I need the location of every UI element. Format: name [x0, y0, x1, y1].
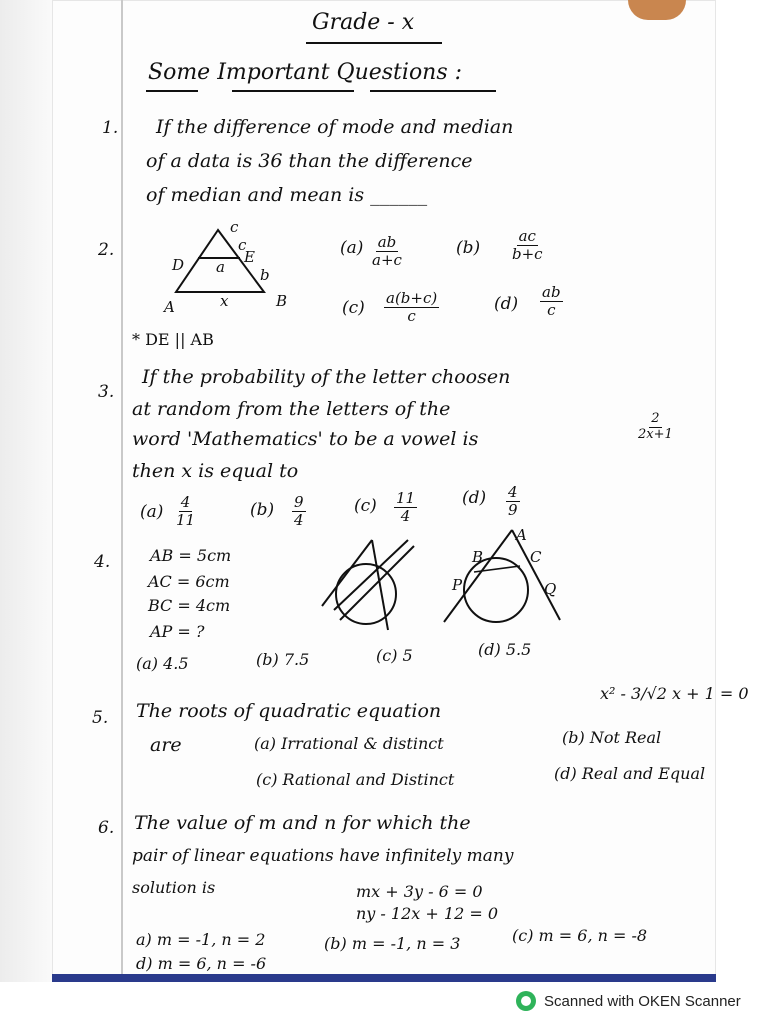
q3-option-d-key: (d)	[462, 488, 487, 508]
q4-number: 4.	[94, 552, 111, 572]
q4-label-C: C	[530, 548, 542, 566]
q2-option-b-fraction: $\frac{ac}{b+c}$	[512, 227, 543, 264]
q4-label-P: P	[452, 576, 463, 594]
q2-label-B: B	[276, 292, 288, 310]
q3-option-a-fraction: $\frac{4}{11}$	[176, 493, 196, 530]
q3-probability-fraction: $\frac{2}{2x+1}$	[638, 411, 673, 442]
q4-option-b: (b) 7.5	[256, 650, 310, 669]
page-subtitle: Some Important Questions :	[148, 60, 463, 85]
q1-line-1: If the difference of mode and median	[156, 116, 514, 138]
q2-label-A: A	[164, 298, 175, 316]
q2-label-c-top: c	[230, 218, 239, 236]
q2-label-c-side: c	[238, 236, 247, 254]
q5-option-c: (c) Rational and Distinct	[256, 770, 455, 789]
q6-number: 6.	[98, 818, 115, 838]
q3-option-b-fraction: $\frac{9}{4}$	[294, 493, 304, 530]
q4-option-a: (a) 4.5	[136, 654, 189, 673]
q6-line-3: solution is	[132, 878, 216, 897]
scanner-watermark	[516, 990, 741, 1012]
q2-label-b: b	[260, 266, 270, 284]
q6-option-a: a) m = -1, n = 2	[136, 930, 266, 949]
q3-option-c-key: (c)	[354, 496, 377, 516]
q6-equation-2: ny - 12x + 12 = 0	[356, 904, 498, 923]
q2-option-c-fraction: $\frac{a(b+c)}{c}$	[386, 289, 438, 326]
q1-line-2: of a data is 36 than the difference	[146, 150, 473, 172]
q5-option-a: (a) Irrational & distinct	[254, 734, 444, 753]
q6-option-b: (b) m = -1, n = 3	[324, 934, 461, 953]
q2-option-a-key: (a)	[340, 238, 364, 258]
q1-number: 1.	[102, 118, 119, 138]
q4-option-c: (c) 5	[376, 646, 413, 665]
q2-label-E: E	[244, 248, 255, 266]
q2-label-D: D	[172, 256, 185, 274]
q3-option-c-fraction: $\frac{11}{4}$	[396, 489, 416, 526]
q6-option-c: (c) m = 6, n = -8	[512, 926, 648, 945]
page-title: Grade - x	[312, 10, 415, 35]
q2-option-d-key: (d)	[494, 294, 519, 314]
q3-number: 3.	[98, 382, 115, 402]
q1-line-3: of median and mean is ______	[146, 184, 428, 206]
q4-given-ap: AP = ?	[150, 622, 205, 641]
q3-option-a-key: (a)	[140, 502, 164, 522]
q4-label-Q: Q	[544, 580, 557, 598]
q4-label-A: A	[516, 526, 527, 544]
q6-equation-1: mx + 3y - 6 = 0	[356, 882, 483, 901]
scanner-watermark-text: Scanned with OKEN Scanner	[544, 992, 741, 1010]
q5-number: 5.	[92, 708, 109, 728]
q4-given-ac: AC = 6cm	[148, 572, 230, 591]
q5-option-b: (b) Not Real	[562, 728, 662, 747]
q6-line-2: pair of linear equations have infinitely many	[132, 846, 514, 866]
q6-option-d: d) m = 6, n = -6	[136, 954, 267, 973]
q3-line-2: at random from the letters of the	[132, 398, 451, 420]
q4-given-bc: BC = 4cm	[148, 596, 231, 615]
q5-option-d: (d) Real and Equal	[554, 764, 706, 783]
q3-line-1: If the probability of the letter choosen	[142, 366, 511, 388]
q4-given-ab: AB = 5cm	[150, 546, 232, 565]
q2-option-b-key: (b)	[456, 238, 481, 258]
oken-logo-icon	[516, 991, 536, 1011]
q5-line-2: are	[150, 734, 182, 756]
q2-number: 2.	[98, 240, 115, 260]
q2-option-a-fraction: $\frac{ab}{a+c}$	[372, 233, 402, 270]
q5-line-1: The roots of quadratic equation	[136, 700, 442, 722]
q3-option-d-fraction: $\frac{4}{9}$	[508, 483, 518, 520]
q3-line-4: then x is equal to	[132, 460, 299, 482]
q2-option-d-fraction: $\frac{ab}{c}$	[542, 283, 561, 320]
q4-option-d: (d) 5.5	[478, 640, 532, 659]
q2-label-x: x	[220, 292, 229, 310]
q4-label-B: B	[472, 548, 484, 566]
q3-option-b-key: (b)	[250, 500, 275, 520]
q2-label-a: a	[216, 258, 225, 276]
q2-note: * DE || AB	[132, 330, 214, 349]
q2-option-c-key: (c)	[342, 298, 365, 318]
q5-equation: x² - 3/√2 x + 1 = 0	[600, 684, 749, 703]
q6-line-1: The value of m and n for which the	[134, 812, 471, 834]
q3-line-3: word 'Mathematics' to be a vowel is	[132, 428, 479, 450]
